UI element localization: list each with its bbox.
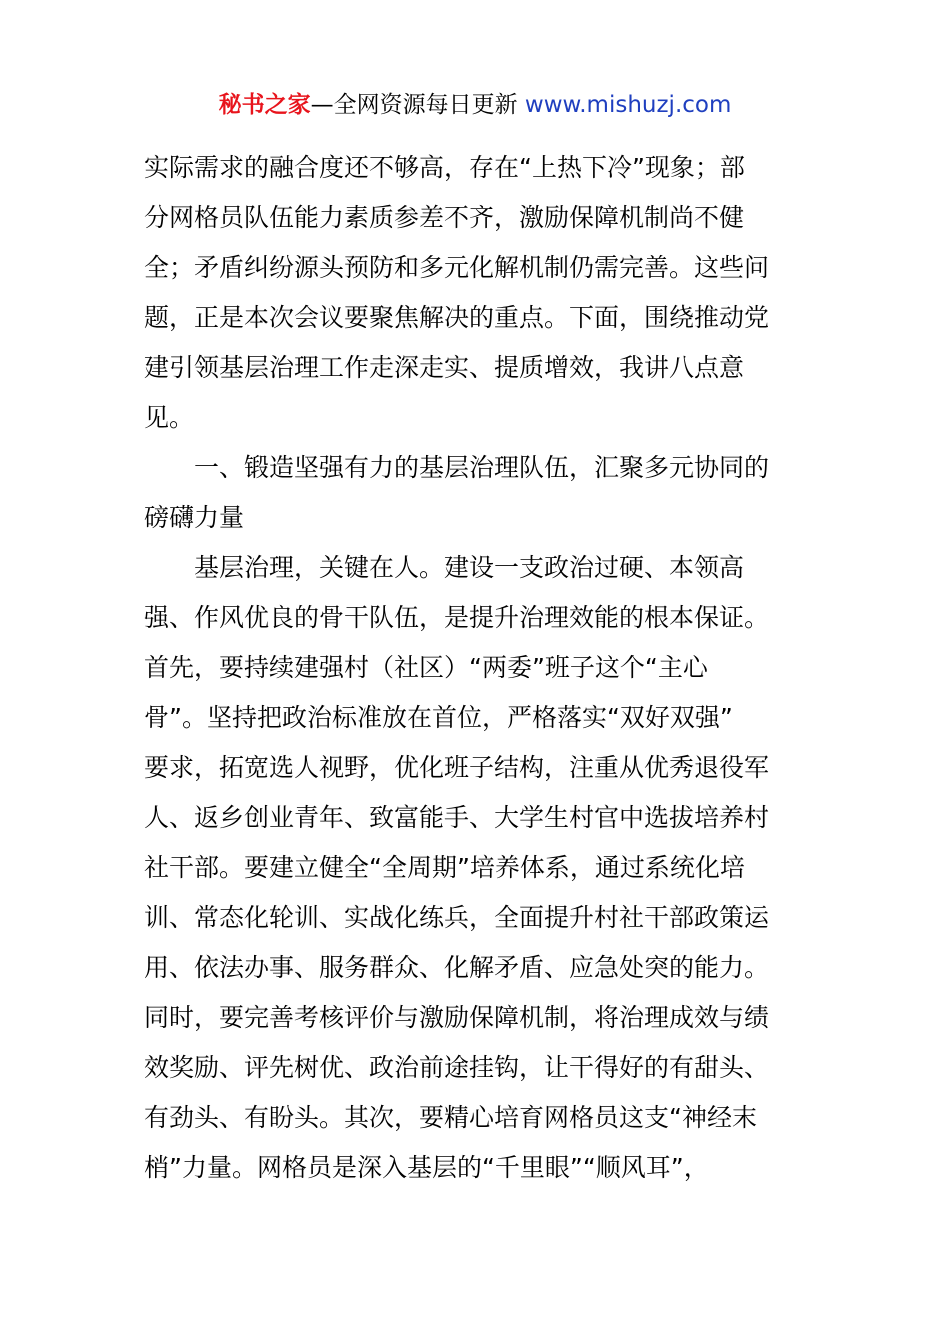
text-line: 人、返乡创业青年、致富能手、大学生村官中选拔培养村: [144, 803, 770, 832]
text-line: 题，正是本次会议要聚焦解决的重点。下面，围绕推动党: [144, 303, 770, 332]
text-line: 首先，要持续建强村（社区）“两委”班子这个“主心: [144, 653, 708, 682]
document-body: [144, 143, 808, 1193]
section-heading: 一、锻造坚强有力的基层治理队伍，汇聚多元协同的: [194, 453, 770, 482]
site-url: www.mishuzj.com: [524, 92, 732, 118]
text-line: 有劲头、有盼头。其次，要精心培育网格员这支“神经末: [144, 1103, 757, 1132]
text-line: 用、依法办事、服务群众、化解矛盾、应急处突的能力。: [144, 953, 770, 982]
text-line: 社干部。要建立健全“全周期”培养体系，通过系统化培: [144, 853, 745, 882]
text-line: 效奖励、评先树优、政治前途挂钩，让干得好的有甜头、: [144, 1053, 770, 1082]
section-heading-continued: 磅礴力量: [144, 503, 245, 532]
text-line: 实际需求的融合度还不够高，存在“上热下冷”现象；部: [144, 153, 745, 182]
text-line: 训、常态化轮训、实战化练兵，全面提升村社干部政策运: [144, 903, 770, 932]
text-line: 分网格员队伍能力素质参差不齐，激励保障机制尚不健: [144, 203, 745, 232]
site-header: [0, 86, 950, 124]
text-line: 强、作风优良的骨干队伍，是提升治理效能的根本保证。: [144, 603, 770, 632]
text-line: 同时，要完善考核评价与激励保障机制，将治理成效与绩: [144, 1003, 770, 1032]
text-line: 全；矛盾纠纷源头预防和多元化解机制仍需完善。这些问: [144, 253, 770, 282]
text-line: 骨”。坚持把政治标准放在首位，严格落实“双好双强”: [144, 703, 733, 732]
paragraph-start: 基层治理，关键在人。建设一支政治过硬、本领高: [194, 553, 745, 582]
text-line: 见。: [144, 403, 195, 432]
text-line: 建引领基层治理工作走深走实、提质增效，我讲八点意: [144, 353, 745, 382]
site-brand: 秘书之家: [218, 92, 311, 118]
text-line: 梢”力量。网格员是深入基层的“千里眼”“顺风耳”，: [144, 1153, 709, 1182]
site-tagline: —全网资源每日更新: [310, 92, 525, 118]
text-line: 要求，拓宽选人视野，优化班子结构，注重从优秀退役军: [144, 753, 770, 782]
